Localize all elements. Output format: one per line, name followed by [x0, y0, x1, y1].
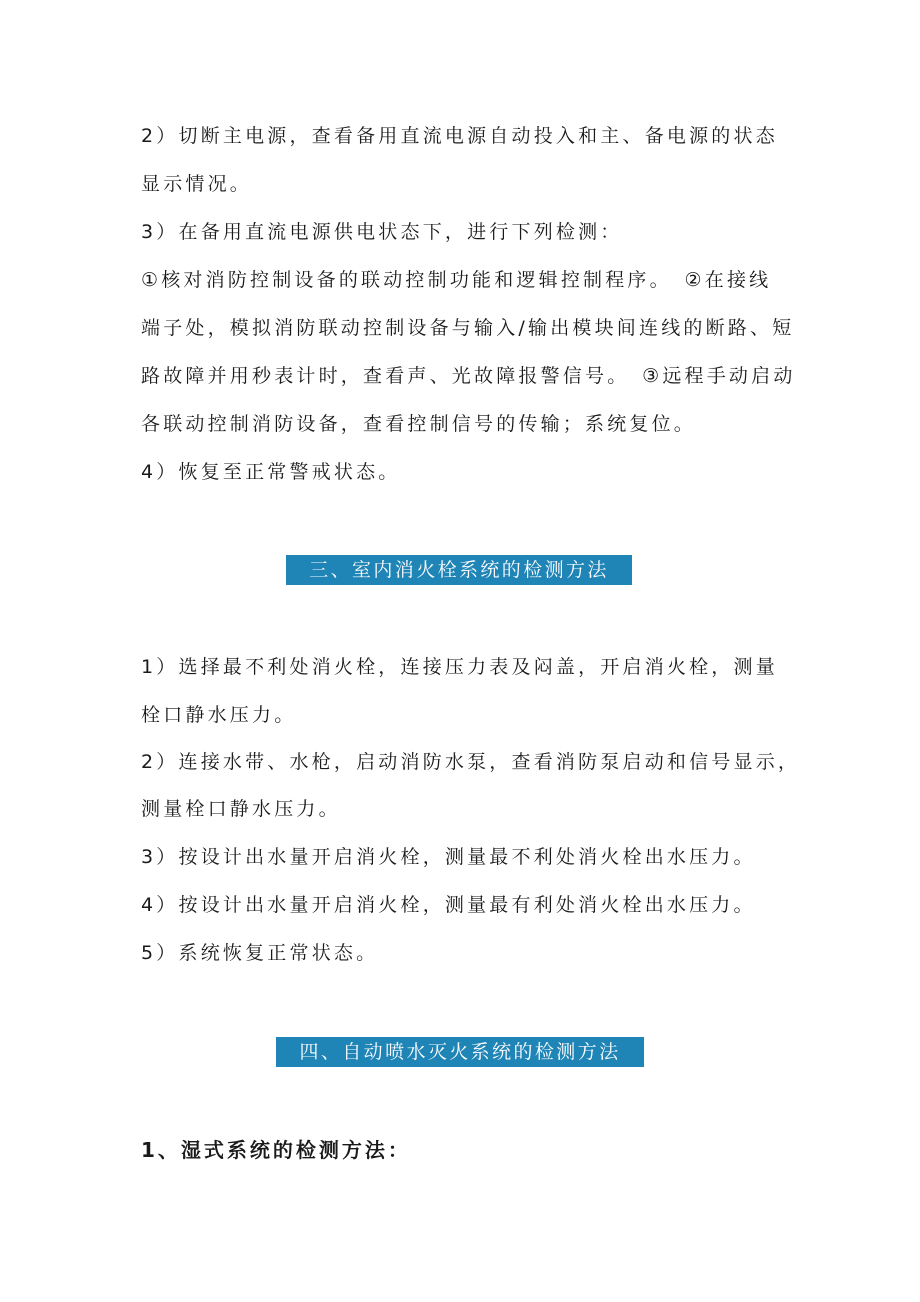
paragraph-line: 2）切断主电源，查看备用直流电源自动投入和主、备电源的状态: [141, 125, 778, 147]
paragraph-line: 4）按设计出水量开启消火栓，测量最有利处消火栓出水压力。: [141, 894, 756, 916]
paragraph-line: 路故障并用秒表计时，查看声、光故障报警信号。 ③远程手动启动: [141, 365, 796, 387]
paragraph-line: 栓口静水压力。: [141, 704, 297, 726]
section-heading: 四、自动喷水灭火系统的检测方法: [276, 1037, 644, 1067]
paragraph-line: 4）恢复至正常警戒状态。: [141, 461, 401, 483]
paragraph-line: 3）按设计出水量开启消火栓，测量最不利处消火栓出水压力。: [141, 846, 756, 868]
paragraph-line: 各联动控制消防设备，查看控制信号的传输；系统复位。: [141, 413, 697, 435]
paragraph-line: 显示情况。: [141, 173, 253, 195]
paragraph-line: 测量栓口静水压力。: [141, 798, 341, 820]
paragraph-line: 2）连接水带、水枪，启动消防水泵，查看消防泵启动和信号显示，: [141, 751, 801, 773]
paragraph-line: 1）选择最不利处消火栓，连接压力表及闷盖，开启消火栓，测量: [141, 656, 778, 678]
subsection-heading: 1、湿式系统的检测方法：: [141, 1138, 411, 1162]
paragraph-line: ①核对消防控制设备的联动控制功能和逻辑控制程序。 ②在接线: [141, 269, 772, 291]
paragraph-line: 3）在备用直流电源供电状态下，进行下列检测：: [141, 221, 623, 243]
paragraph-line: 5）系统恢复正常状态。: [141, 942, 379, 964]
paragraph-line: 端子处，模拟消防联动控制设备与输入/输出模块间连线的断路、短: [141, 317, 795, 339]
section-heading: 三、室内消火栓系统的检测方法: [286, 555, 632, 585]
